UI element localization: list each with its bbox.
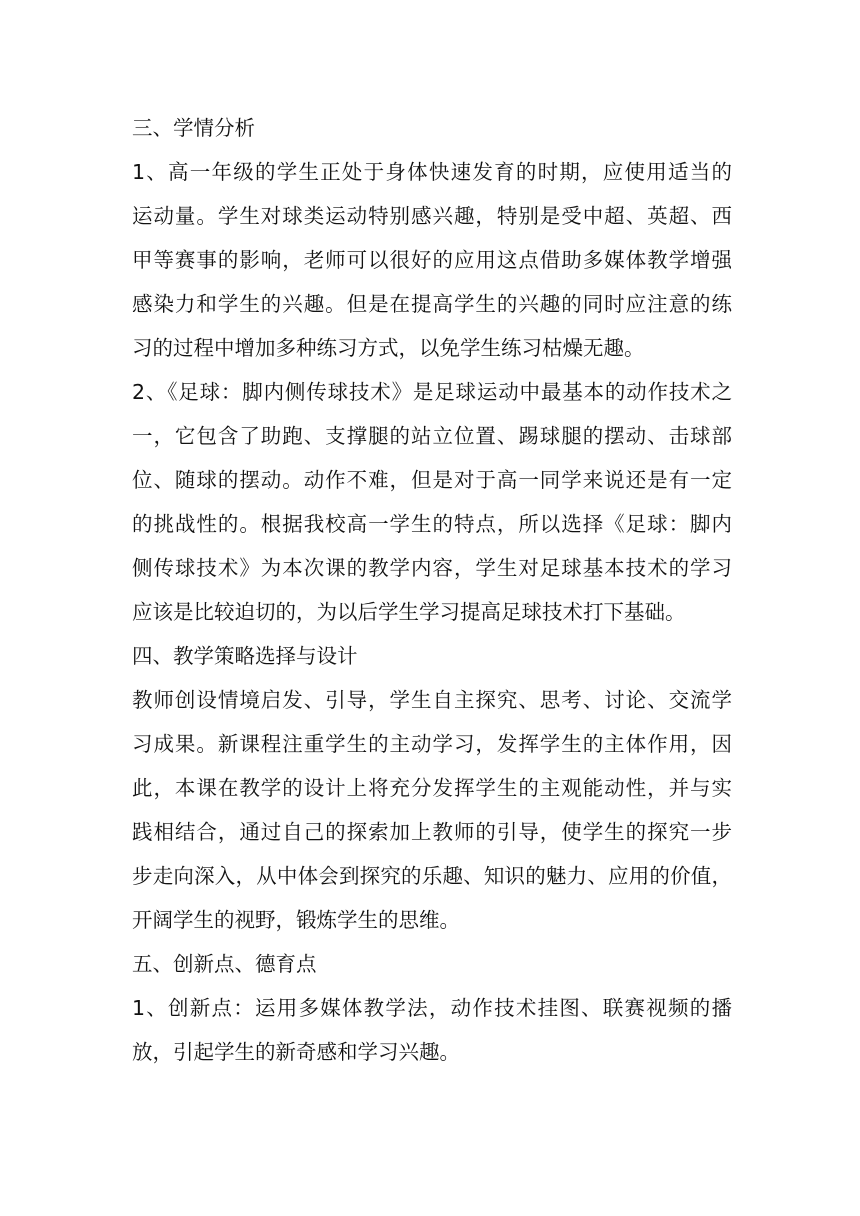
paragraph-line: 运动量。学生对球类运动特别感兴趣，特别是受中超、英超、西: [132, 204, 732, 228]
paragraph-line: 感染力和学生的兴趣。但是在提高学生的兴趣的同时应注意的练: [132, 292, 732, 316]
paragraph-line: 教师创设情境启发、引导，学生自主探究、思考、讨论、交流学: [132, 688, 732, 712]
paragraph-line: 践相结合，通过自己的探索加上教师的引导，使学生的探究一步: [132, 820, 732, 844]
paragraph-line: 习成果。新课程注重学生的主动学习，发挥学生的主体作用，因: [132, 732, 732, 756]
paragraph-line: 此，本课在教学的设计上将充分发挥学生的主观能动性，并与实: [132, 776, 732, 800]
paragraph-line: 甲等赛事的影响，老师可以很好的应用这点借助多媒体教学增强: [132, 248, 732, 272]
paragraph-line: 习的过程中增加多种练习方式，以免学生练习枯燥无趣。: [132, 336, 645, 360]
paragraph-line: 应该是比较迫切的，为以后学生学习提高足球技术打下基础。: [132, 600, 686, 624]
paragraph-line: 位、随球的摆动。动作不难，但是对于高一同学来说还是有一定: [132, 468, 732, 492]
heading-innovation-points: 五、创新点、德育点: [132, 952, 317, 976]
paragraph-line: 1、高一年级的学生正处于身体快速发育的时期，应使用适当的: [132, 160, 732, 184]
paragraph-line: 开阔学生的视野，锻炼学生的思维。: [132, 908, 460, 932]
paragraph-line: 步走向深入，从中体会到探究的乐趣、知识的魅力、应用的价值，: [132, 864, 732, 888]
heading-student-analysis: 三、学情分析: [132, 116, 255, 140]
paragraph-line: 1、创新点：运用多媒体教学法，动作技术挂图、联赛视频的播: [132, 996, 732, 1020]
paragraph-line: 的挑战性的。根据我校高一学生的特点，所以选择《足球：脚内: [132, 512, 732, 536]
paragraph-line: 2、《足球：脚内侧传球技术》是足球运动中最基本的动作技术之: [132, 380, 732, 404]
paragraph-line: 放，引起学生的新奇感和学习兴趣。: [132, 1040, 460, 1064]
paragraph-line: 侧传球技术》为本次课的教学内容，学生对足球基本技术的学习: [132, 556, 732, 580]
heading-teaching-strategy: 四、教学策略选择与设计: [132, 644, 358, 668]
paragraph-line: 一，它包含了助跑、支撑腿的站立位置、踢球腿的摆动、击球部: [132, 424, 732, 448]
